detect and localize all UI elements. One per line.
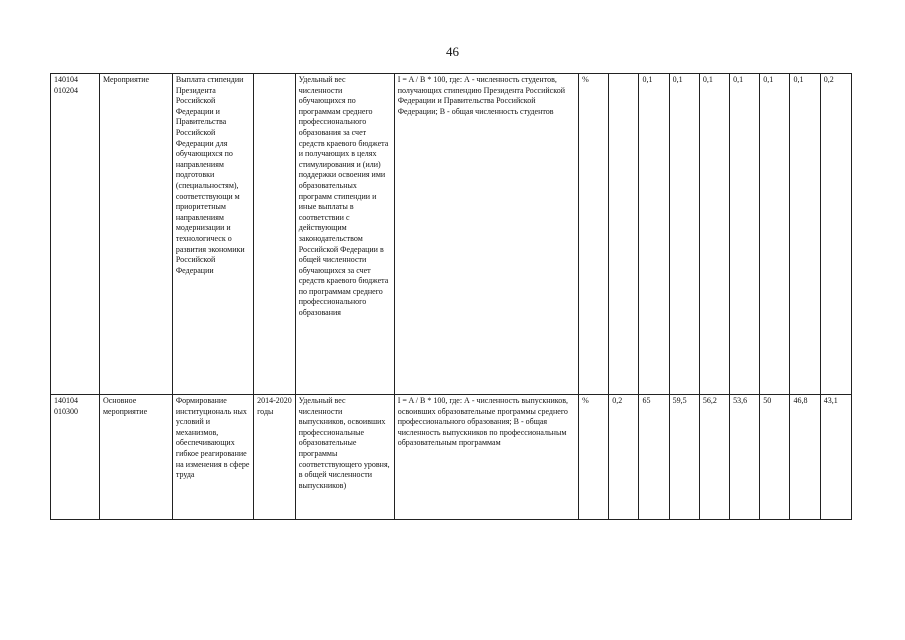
row-type: Мероприятие <box>99 74 172 395</box>
row-value <box>609 74 639 395</box>
row-value: 59,5 <box>669 395 699 520</box>
table-row <box>51 74 852 395</box>
row-value: 50 <box>760 395 790 520</box>
row-years <box>254 74 296 395</box>
row-value: 0,2 <box>820 74 851 395</box>
row-unit: % <box>579 74 609 395</box>
row-value: 56,2 <box>699 395 729 520</box>
row-value: 0,1 <box>669 74 699 395</box>
row-value: 43,1 <box>820 395 851 520</box>
row-value: 0,1 <box>639 74 669 395</box>
row-type: Основное мероприятие <box>99 395 172 520</box>
row-value: 0,1 <box>760 74 790 395</box>
row-value: 65 <box>639 395 669 520</box>
row-name: Формирование институциональ ных условий и механизмов, обеспечивающих гибкое реагирование на изменения в сфере труда <box>172 395 253 520</box>
row-value: 53,6 <box>730 395 760 520</box>
row-name: Выплата стипендии Президента Российской Федерации и Правительства Российской Федерации для обучающихся по направлениям подготовки (специальностям), соответствующи м приоритетным направлениям модернизации и технологическ о развития экономики Российской Федерации <box>172 74 253 395</box>
row-value: 46,8 <box>790 395 820 520</box>
page-number: 46 <box>446 44 459 59</box>
row-unit: % <box>579 395 609 520</box>
row-code: 140104 010204 <box>51 74 100 395</box>
row-indicator: Удельный вес численности обучающихся по программам среднего профессионального образования за счет средств краевого бюджета и получающих в целях стимулирования и (или) поддержки освоения ими образовательных программ стипендии и иные выплаты в соответствии с действующим законодательством Российской Федерации в общей численности обучающихся за счет средств краевого бюджета по программам среднего профессионального образования <box>295 74 394 395</box>
row-formula: I = A / B * 100, где: А - численность выпускников, освоивших образовательные программы среднего профессионального образования; В - общая численность выпускников по профессиональным образовательным программам <box>394 395 578 520</box>
row-value: 0,2 <box>609 395 639 520</box>
row-code: 140104 010300 <box>51 395 100 520</box>
row-value: 0,1 <box>790 74 820 395</box>
row-years: 2014-2020 годы <box>254 395 296 520</box>
row-formula: I = A / B * 100, где: А - численность студентов, получающих стипендию Президента Российской Федерации и Правительства Российской Федерации; В - общая численность студентов <box>394 74 578 395</box>
program-table <box>50 73 852 520</box>
table-row <box>51 395 852 520</box>
row-indicator: Удельный вес численности выпускников, освоивших профессиональные образовательные программы соответствующего уровня, в общей численности выпускников) <box>295 395 394 520</box>
row-value: 0,1 <box>730 74 760 395</box>
row-value: 0,1 <box>699 74 729 395</box>
